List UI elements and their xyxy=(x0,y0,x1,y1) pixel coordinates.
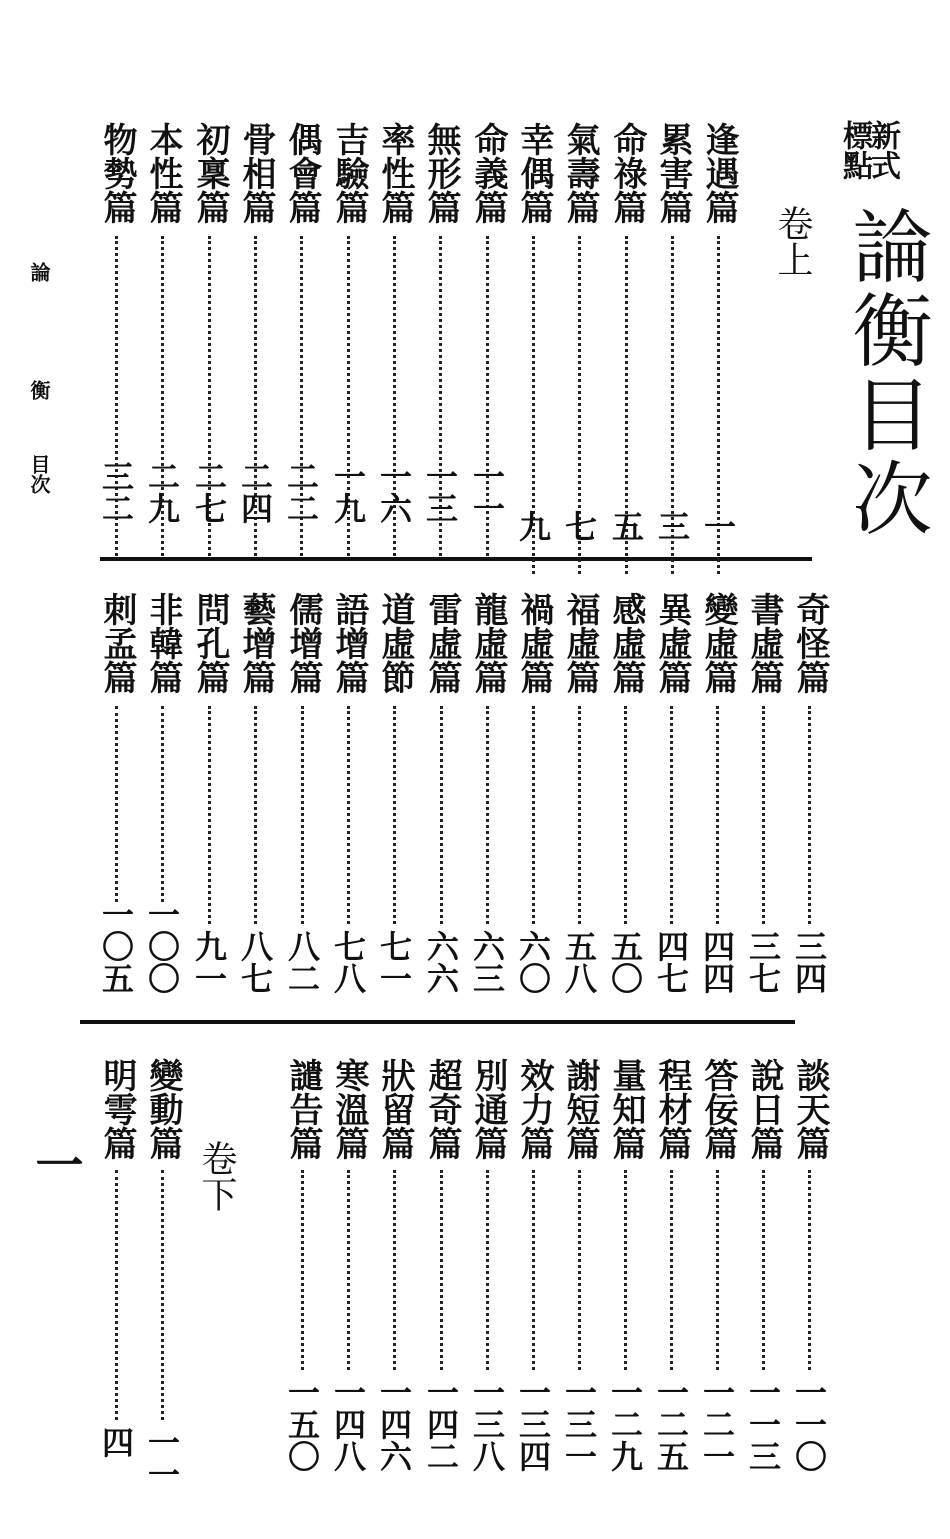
leader-dots xyxy=(347,706,350,924)
leader-dots xyxy=(440,1170,443,1370)
toc-entry-title: 效力篇 xyxy=(514,1058,554,1160)
toc-entry-page: 八七 xyxy=(236,930,274,994)
toc-entry-page: 三四 xyxy=(790,930,828,994)
toc-entry-title: 無形篇 xyxy=(421,122,461,224)
toc-entry-page: 七一 xyxy=(375,930,413,994)
toc-entry-page: 二七 xyxy=(190,460,228,524)
leader-dots xyxy=(762,706,765,924)
toc-entry-page: 三七 xyxy=(744,930,782,994)
toc-entry-page: 一〇〇 xyxy=(143,898,181,994)
running-header-section: 目次 xyxy=(27,454,51,494)
toc-entry-page: 一四二 xyxy=(422,1376,460,1472)
leader-dots xyxy=(532,706,535,924)
toc-entry-page: 六〇 xyxy=(514,930,552,994)
toc-entry-page: 七 xyxy=(560,510,598,542)
toc-entry-page: 一九 xyxy=(329,460,367,524)
running-header-book: 論 xyxy=(27,262,51,282)
toc-entry-title: 變動篇 xyxy=(143,1058,183,1160)
leader-dots xyxy=(578,1170,581,1370)
toc-entry-page: 六六 xyxy=(422,930,460,994)
leader-dots xyxy=(208,706,211,924)
toc-entry-title: 謝短篇 xyxy=(560,1058,600,1160)
leader-dots xyxy=(578,706,581,924)
leader-dots xyxy=(808,1170,811,1370)
leader-dots xyxy=(393,1170,396,1370)
leader-dots xyxy=(808,706,811,924)
page-title: 論衡目次 xyxy=(839,205,932,541)
toc-entry-page: 三二 xyxy=(97,460,135,524)
leader-dots xyxy=(624,706,627,924)
toc-entry-page: 九一 xyxy=(190,930,228,994)
toc-entry-page: 一二九 xyxy=(606,1376,644,1472)
page-number: 一 xyxy=(27,1140,83,1188)
toc-entry-title: 福虛篇 xyxy=(560,592,600,694)
toc-entry-page: 二九 xyxy=(143,460,181,524)
toc-entry-title: 本性篇 xyxy=(143,122,183,224)
toc-entry-title: 問孔篇 xyxy=(190,592,230,694)
toc-entry-page: 四 xyxy=(97,1426,135,1458)
toc-entry-page: 二四 xyxy=(236,460,274,524)
toc-entry-title: 別通篇 xyxy=(468,1058,508,1160)
toc-entry-title: 書虛篇 xyxy=(744,592,784,694)
toc-entry-page: 一三四 xyxy=(514,1376,552,1472)
section-divider xyxy=(100,557,812,561)
leader-dots xyxy=(301,1170,304,1370)
toc-entry-title: 累害篇 xyxy=(653,122,693,224)
toc-entry-title: 談天篇 xyxy=(790,1058,830,1160)
toc-entry-page: 五 xyxy=(607,510,645,542)
toc-entry-title: 程材篇 xyxy=(652,1058,692,1160)
leader-dots xyxy=(532,1170,535,1370)
toc-entry-page: 一〇五 xyxy=(97,898,135,994)
edition-label-line: 新式 xyxy=(865,120,900,180)
toc-entry-title: 說日篇 xyxy=(744,1058,784,1160)
leader-dots xyxy=(347,1170,350,1370)
toc-entry-page: 六三 xyxy=(468,930,506,994)
toc-entry-title: 命義篇 xyxy=(468,122,508,224)
toc-entry-page: 五〇 xyxy=(606,930,644,994)
toc-entry-title: 道虛節 xyxy=(375,592,415,694)
toc-entry-title: 異虛篇 xyxy=(652,592,692,694)
toc-entry-title: 禍虛篇 xyxy=(514,592,554,694)
toc-entry-page: 一五〇 xyxy=(283,1376,321,1472)
toc-entry-page: 一四八 xyxy=(329,1376,367,1472)
toc-entry-title: 量知篇 xyxy=(606,1058,646,1160)
toc-entry-title: 雷虛篇 xyxy=(422,592,462,694)
toc-entry-page: 七八 xyxy=(329,930,367,994)
toc-entry-title: 龍虛篇 xyxy=(468,592,508,694)
toc-entry-page: 一三一 xyxy=(560,1376,598,1472)
toc-entry-title: 氣壽篇 xyxy=(560,122,600,224)
leader-dots xyxy=(115,1170,118,1420)
leader-dots xyxy=(670,706,673,924)
leader-dots xyxy=(762,1170,765,1370)
toc-entry-page: 一一 xyxy=(468,460,506,524)
toc-entry-title: 明雩篇 xyxy=(97,1058,137,1160)
leader-dots xyxy=(115,706,118,902)
leader-dots xyxy=(486,706,489,924)
leader-dots xyxy=(301,706,304,924)
toc-entry-page: 一三八 xyxy=(468,1376,506,1472)
leader-dots xyxy=(716,1170,719,1370)
toc-entry-page: 四七 xyxy=(652,930,690,994)
toc-entry-title: 逢遇篇 xyxy=(699,122,739,224)
toc-entry-page: 一二一 xyxy=(698,1376,736,1472)
toc-entry-title: 語增篇 xyxy=(329,592,369,694)
toc-entry-title: 儒增篇 xyxy=(283,592,323,694)
leader-dots xyxy=(670,1170,673,1370)
toc-entry-title: 非韓篇 xyxy=(143,592,183,694)
toc-entry-title: 率性篇 xyxy=(375,122,415,224)
toc-entry-page: 一一〇 xyxy=(790,1376,828,1472)
toc-entry-title: 變虛篇 xyxy=(698,592,738,694)
toc-entry-title: 藝增篇 xyxy=(236,592,276,694)
leader-dots xyxy=(393,706,396,924)
toc-entry-title: 吉驗篇 xyxy=(329,122,369,224)
leader-dots xyxy=(716,706,719,924)
toc-entry-page: 一 xyxy=(699,510,737,542)
leader-dots xyxy=(440,706,443,924)
toc-entry-page: 八二 xyxy=(283,930,321,994)
toc-entry-title: 狀留篇 xyxy=(375,1058,415,1160)
leader-dots xyxy=(161,706,164,902)
toc-entry-title: 偶會篇 xyxy=(282,122,322,224)
toc-entry-page: 一三 xyxy=(421,460,459,524)
toc-entry-page: 三 xyxy=(653,510,691,542)
toc-entry-title: 初稟篇 xyxy=(190,122,230,224)
toc-entry-title: 寒溫篇 xyxy=(329,1058,369,1160)
toc-entry-title: 奇怪篇 xyxy=(790,592,830,694)
toc-entry-page: 一四六 xyxy=(375,1376,413,1472)
running-header-book: 衡 xyxy=(27,380,51,400)
toc-entry-page: 一二五 xyxy=(652,1376,690,1472)
toc-entry-title: 骨相篇 xyxy=(236,122,276,224)
leader-dots xyxy=(254,706,257,924)
toc-entry-title: 超奇篇 xyxy=(422,1058,462,1160)
leader-dots xyxy=(161,1170,164,1420)
leader-dots xyxy=(486,1170,489,1370)
volume-heading-lower: 卷下 xyxy=(196,1140,237,1212)
toc-entry-title: 刺孟篇 xyxy=(97,592,137,694)
toc-entry-title: 答佞篇 xyxy=(698,1058,738,1160)
section-divider xyxy=(80,1020,795,1024)
toc-entry-title: 物勢篇 xyxy=(97,122,137,224)
toc-entry-page: 四四 xyxy=(698,930,736,994)
toc-entry-page: 一一三 xyxy=(744,1376,782,1472)
volume-heading-upper: 卷上 xyxy=(772,205,813,277)
toc-entry-page: 五八 xyxy=(560,930,598,994)
toc-entry-title: 幸偶篇 xyxy=(514,122,554,224)
toc-entry-title: 譴告篇 xyxy=(283,1058,323,1160)
leader-dots xyxy=(624,1170,627,1370)
toc-entry-page: 九 xyxy=(514,510,552,542)
toc-entry-title: 感虛篇 xyxy=(606,592,646,694)
toc-entry-page: 一六 xyxy=(375,460,413,524)
edition-label-line: 標點 xyxy=(837,120,872,180)
toc-entry-page: 二二 xyxy=(282,460,320,524)
toc-entry-page: 一一 xyxy=(143,1426,181,1490)
toc-entry-title: 命祿篇 xyxy=(607,122,647,224)
